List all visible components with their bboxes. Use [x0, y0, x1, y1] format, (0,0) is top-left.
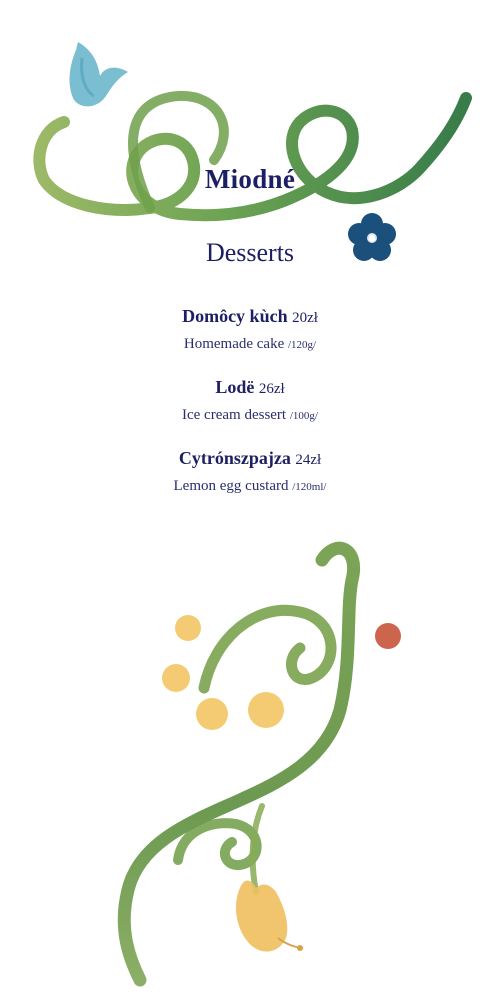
yellow-tulip-icon [236, 881, 303, 952]
menu-item [0, 374, 500, 445]
item-price: 24zł [295, 452, 322, 468]
item-name: Domôcy kùch [182, 306, 288, 326]
item-name: Lodë [215, 377, 255, 397]
blue-tulip-icon [70, 42, 128, 106]
item-name: Cytrónszpajza [178, 448, 291, 468]
menu-subtitle: Desserts [205, 238, 295, 267]
item-weight: /120ml/ [292, 481, 327, 493]
top-vine-icon [39, 98, 466, 215]
item-price: 26zł [258, 381, 285, 397]
red-dot-icon [375, 623, 401, 649]
item-weight: /120g/ [288, 339, 317, 351]
item-description: Lemon egg custard [173, 478, 289, 494]
item-price: 20zł [292, 310, 318, 326]
yellow-dot-icon [162, 664, 190, 692]
item-description: Ice cream dessert [182, 407, 287, 423]
bottom-vine-decoration [0, 520, 500, 1000]
yellow-dot-icon [175, 615, 201, 641]
yellow-dot-icon [248, 692, 284, 728]
dessert-list [0, 303, 500, 516]
menu-title: Miodné [204, 164, 296, 194]
menu-item [0, 445, 500, 516]
menu-item [0, 303, 500, 374]
yellow-dot-icon [196, 698, 228, 730]
item-description: Homemade cake [183, 336, 285, 352]
item-weight: /100g/ [289, 410, 318, 422]
